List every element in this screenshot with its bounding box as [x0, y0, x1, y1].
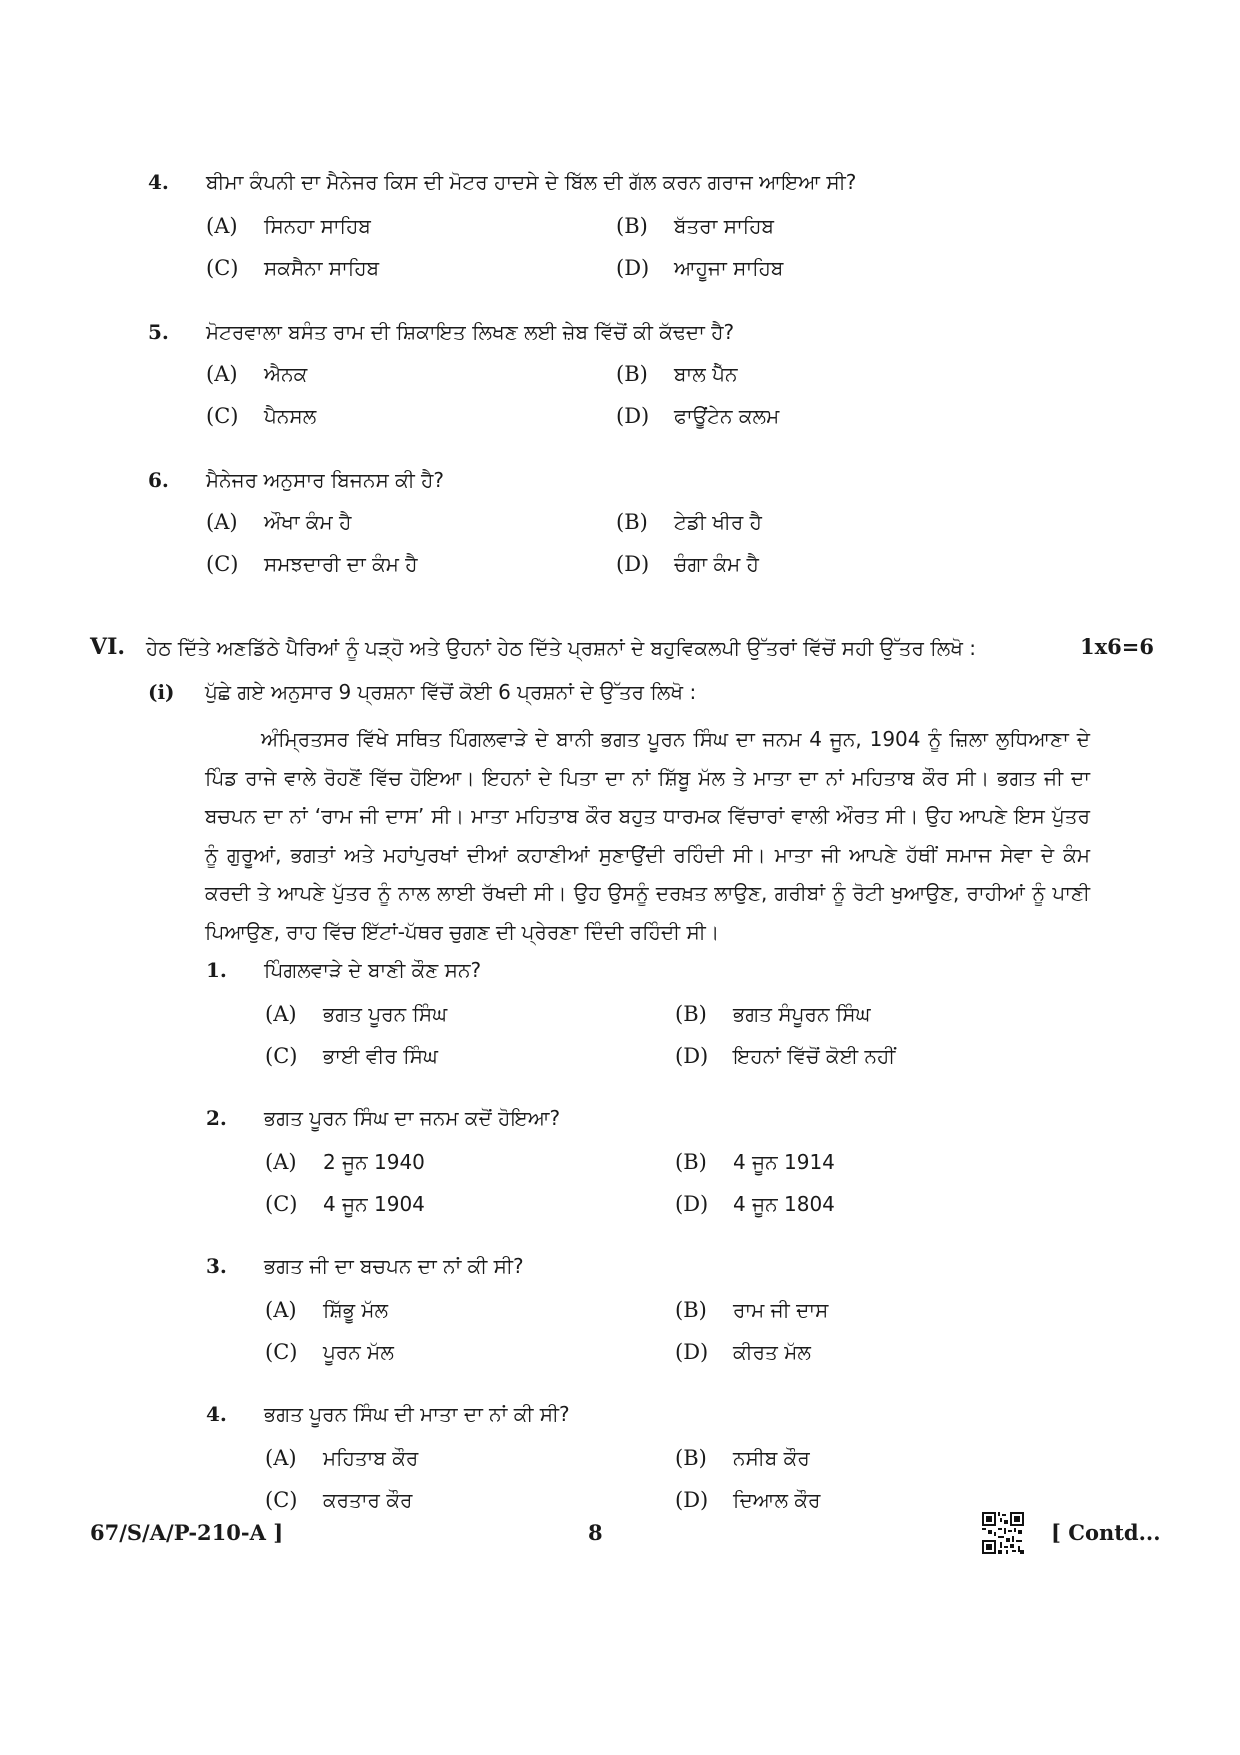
question-text: ਮੋਟਰਵਾਲਾ ਬਸੰਤ ਰਾਮ ਦੀ ਸ਼ਿਕਾਇਤ ਲਿਖਣ ਲਈ ਜ਼ੇਬ ਵਿੱਚੋਂ ਕੀ ਕੱਢਦਾ ਹੈ? — [206, 320, 735, 344]
option-c[interactable]: (C) 4 ਜੂਨ 1904 — [265, 1192, 425, 1216]
option-c[interactable]: (C) ਪੂਰਨ ਮੱਲ — [265, 1340, 394, 1364]
option-b[interactable]: (B) ਰਾਮ ਜੀ ਦਾਸ — [675, 1298, 829, 1322]
option-d[interactable]: (D) ਇਹਨਾਂ ਵਿੱਚੋਂ ਕੋਈ ਨਹੀਂ — [675, 1044, 896, 1068]
option-b[interactable]: (B) ਬੱਤਰਾ ਸਾਹਿਬ — [616, 214, 774, 238]
question-number: 5. — [148, 320, 169, 344]
page-number: 8 — [588, 1520, 603, 1545]
option-b[interactable]: (B) 4 ਜੂਨ 1914 — [675, 1150, 835, 1174]
question-number: 3. — [206, 1254, 227, 1278]
question-number: 2. — [206, 1106, 227, 1130]
question-number: 4. — [206, 1402, 227, 1426]
sub-section-instruction: ਪੁੱਛੇ ਗਏ ਅਨੁਸਾਰ 9 ਪ੍ਰਸ਼ਨਾ ਵਿੱਚੋਂ ਕੋਈ 6 ਪ੍ਰਸ਼ਨਾਂ ਦੇ ਉੱਤਰ ਲਿਖੋ : — [205, 680, 697, 704]
option-d[interactable]: (D) 4 ਜੂਨ 1804 — [675, 1192, 835, 1216]
option-a[interactable]: (A) ਮਹਿਤਾਬ ਕੌਰ — [265, 1446, 419, 1470]
option-a[interactable]: (A) ਐਨਕ — [206, 362, 308, 386]
option-a[interactable]: (A) ਸਿਨਹਾ ਸਾਹਿਬ — [206, 214, 371, 238]
option-b[interactable]: (B) ਭਗਤ ਸੰਪੂਰਨ ਸਿੰਘ — [675, 1002, 871, 1026]
option-b[interactable]: (B) ਟੇਡੀ ਖੀਰ ਹੈ — [616, 510, 762, 534]
option-c[interactable]: (C) ਪੈਨਸਲ — [206, 404, 317, 428]
continued-label: [ Contd... — [1051, 1520, 1161, 1545]
section-marks: 1x6=6 — [1080, 634, 1154, 659]
question-text: ਮੈਨੇਜਰ ਅਨੁਸਾਰ ਬਿਜਨਸ ਕੀ ਹੈ? — [206, 468, 445, 492]
option-c[interactable]: (C) ਕਰਤਾਰ ਕੌਰ — [265, 1488, 413, 1512]
section-number: VI. — [90, 634, 126, 660]
option-c[interactable]: (C) ਸਕਸੈਨਾ ਸਾਹਿਬ — [206, 256, 380, 280]
question-text: ਪਿੰਗਲਵਾੜੇ ਦੇ ਬਾਣੀ ਕੌਣ ਸਨ? — [264, 958, 482, 982]
sub-section-number: (i) — [148, 680, 175, 704]
option-b[interactable]: (B) ਨਸੀਬ ਕੌਰ — [675, 1446, 810, 1470]
question-number: 6. — [148, 468, 169, 492]
question-number: 4. — [148, 170, 169, 194]
question-text: ਭਗਤ ਜੀ ਦਾ ਬਚਪਨ ਦਾ ਨਾਂ ਕੀ ਸੀ? — [264, 1254, 524, 1278]
option-a[interactable]: (A) 2 ਜੂਨ 1940 — [265, 1150, 425, 1174]
option-a[interactable]: (A) ਔਖਾ ਕੰਮ ਹੈ — [206, 510, 352, 534]
qr-code-icon — [982, 1512, 1024, 1554]
question-text: ਭਗਤ ਪੂਰਨ ਸਿੰਘ ਦਾ ਜਨਮ ਕਦੋਂ ਹੋਇਆ? — [264, 1106, 561, 1130]
passage-text: ਅੰਮ੍ਰਿਤਸਰ ਵਿੱਖੇ ਸਥਿਤ ਪਿੰਗਲਵਾੜੇ ਦੇ ਬਾਨੀ ਭਗਤ ਪੂਰਨ ਸਿੰਘ ਦਾ ਜਨਮ 4 ਜੂਨ, 1904 ਨੂੰ ਜ਼ਿਲਾ ਲੁਧਿਆਣਾ ਦੇ ਪਿੰਡ ਰਾਜੇ ਵਾਲੇ ਰੋਹਣੋਂ ਵਿੱਚ ਹੋਇਆ। ਇਹਨਾਂ ਦੇ ਪਿਤਾ ਦਾ ਨਾਂ ਸ਼ਿੱਬੂ ਮੱਲ ਤੇ ਮਾਤਾ ਦਾ ਨਾਂ ਮਹਿਤਾਬ ਕੌਰ ਸੀ। ਭਗਤ ਜੀ ਦਾ ਬਚਪਨ ਦਾ ਨਾਂ ‘ਰਾਮ ਜੀ ਦਾਸ’ ਸੀ। ਮਾਤਾ ਮਹਿਤਾਬ ਕੌਰ ਬਹੁਤ ਧਾਰਮਕ ਵਿੱਚਾਰਾਂ ਵਾਲੀ ਔਰਤ ਸੀ। ਉਹ ਆਪਣੇ ਇਸ ਪੁੱਤਰ ਨੂੰ ਗੁਰੂਆਂ, ਭਗਤਾਂ ਅਤੇ ਮਹਾਂਪੁਰਖਾਂ ਦੀਆਂ ਕਹਾਣੀਆਂ ਸੁਣਾਉਂਦੀ ਰਹਿੰਦੀ ਸੀ। ਮਾਤਾ ਜੀ ਆਪਣੇ ਹੱਥੀਂ ਸਮਾਜ ਸੇਵਾ ਦੇ ਕੰਮ ਕਰਦੀ ਤੇ ਆਪਣੇ ਪੁੱਤਰ ਨੂੰ ਨਾਲ ਲਾਈ ਰੱਖਦੀ ਸੀ। ਉਹ ਉਸਨੂੰ ਦਰਖ਼ਤ ਲਾਉਣ, ਗਰੀਬਾਂ ਨੂੰ ਰੋਟੀ ਖੁਆਉਣ, ਰਾਹੀਆਂ ਨੂੰ ਪਾਣੀ ਪਿਆਉਣ, ਰਾਹ ਵਿੱਚ ਇੱਟਾਂ-ਪੱਥਰ ਚੁਗਣ ਦੀ ਪ੍ਰੇਰਣਾ ਦਿੰਦੀ ਰਹਿੰਦੀ ਸੀ। — [205, 727, 1090, 944]
paper-code: 67/S/A/P-210-A ] — [90, 1520, 284, 1545]
option-b[interactable]: (B) ਬਾਲ ਪੈੱਨ — [616, 362, 738, 386]
question-text: ਭਗਤ ਪੂਰਨ ਸਿੰਘ ਦੀ ਮਾਤਾ ਦਾ ਨਾਂ ਕੀ ਸੀ? — [264, 1402, 570, 1426]
question-number: 1. — [206, 958, 227, 982]
option-d[interactable]: (D) ਆਹੂਜਾ ਸਾਹਿਬ — [616, 256, 784, 280]
unseen-passage — [205, 720, 1090, 951]
question-text: ਬੀਮਾ ਕੰਪਨੀ ਦਾ ਮੈਨੇਜਰ ਕਿਸ ਦੀ ਮੋਟਰ ਹਾਦਸੇ ਦੇ ਬਿੱਲ ਦੀ ਗੱਲ ਕਰਨ ਗਰਾਜ ਆਇਆ ਸੀ? — [206, 170, 857, 194]
option-c[interactable]: (C) ਭਾਈ ਵੀਰ ਸਿੰਘ — [265, 1044, 438, 1068]
section-instruction: ਹੇਠ ਦਿੱਤੇ ਅਣਡਿੱਠੇ ਪੈਰਿਆਂ ਨੂੰ ਪੜ੍ਹੋ ਅਤੇ ਉਹਨਾਂ ਹੇਠ ਦਿੱਤੇ ਪ੍ਰਸ਼ਨਾਂ ਦੇ ਬਹੁਵਿਕਲਪੀ ਉੱਤਰਾਂ ਵਿੱਚੋਂ ਸਹੀ ਉੱਤਰ ਲਿਖੋ : — [146, 636, 977, 660]
option-a[interactable]: (A) ਭਗਤ ਪੂਰਨ ਸਿੰਘ — [265, 1002, 448, 1026]
option-c[interactable]: (C) ਸਮਝਦਾਰੀ ਦਾ ਕੰਮ ਹੈ — [206, 552, 418, 576]
option-d[interactable]: (D) ਦਿਆਲ ਕੌਰ — [675, 1488, 821, 1512]
option-d[interactable]: (D) ਕੀਰਤ ਮੱਲ — [675, 1340, 811, 1364]
option-a[interactable]: (A) ਸ਼ਿੱਭੂ ਮੱਲ — [265, 1298, 389, 1322]
option-d[interactable]: (D) ਫਾਊਂਟੇਨ ਕਲਮ — [616, 404, 780, 428]
option-d[interactable]: (D) ਚੰਗਾ ਕੰਮ ਹੈ — [616, 552, 759, 576]
